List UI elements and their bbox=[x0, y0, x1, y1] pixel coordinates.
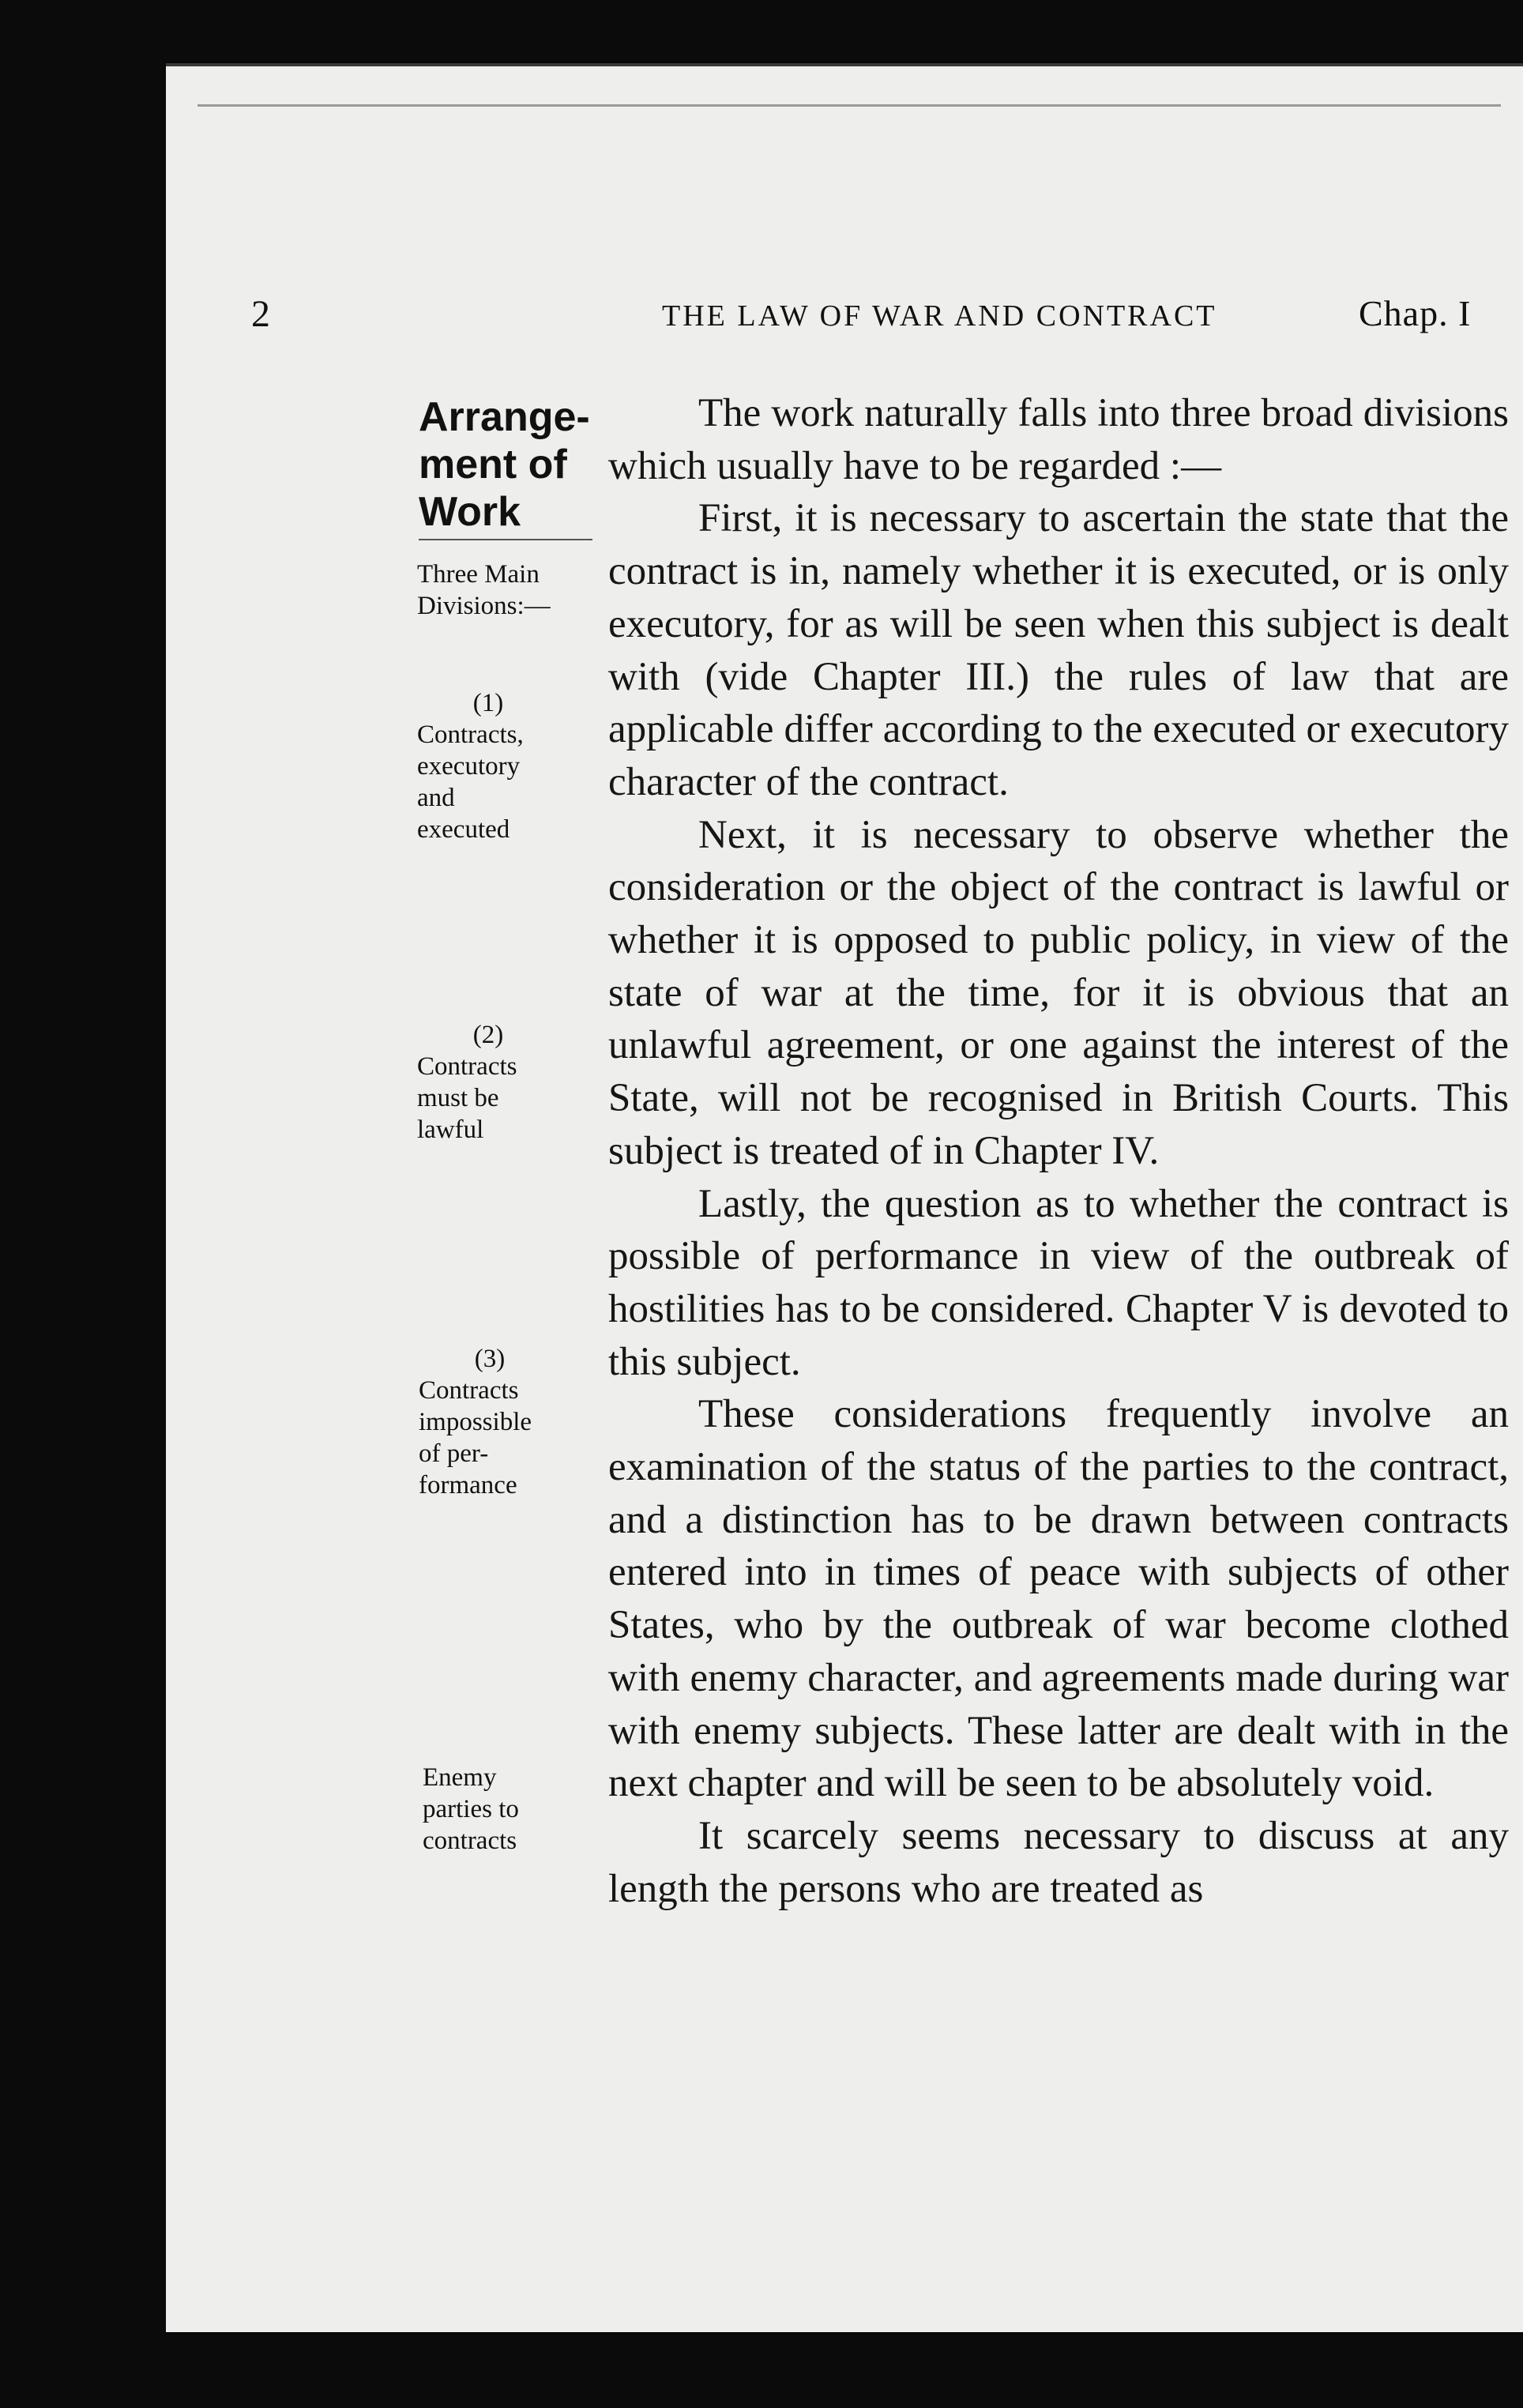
margin-note-three-main: Three Main Divisions:— bbox=[417, 560, 551, 620]
margin-note-executed: (1) Contracts, executory and executed bbox=[417, 689, 524, 844]
paragraph: The work naturally falls into three broad divisions which usually have to be regarded :— bbox=[608, 391, 1509, 488]
page-edge-rule bbox=[197, 104, 1501, 107]
running-header bbox=[251, 292, 1515, 340]
chapter-label: Chap. I bbox=[1359, 293, 1472, 333]
body-text bbox=[608, 387, 1509, 1915]
margin-note-lawful: (2) Contracts must be lawful bbox=[417, 1021, 517, 1144]
running-title: THE LAW OF WAR AND CONTRACT bbox=[662, 299, 1217, 333]
paragraph: These considerations frequently involve an examination of the status of the parties to the contract, and a distinction has to be drawn between contracts entered into in times of peace with subjects of other States, who by the outbreak of war become clothed with enemy character, and agreements made during war with enemy subjects. These latter are dealt with in the next chapter and will be seen to be absolutely void. bbox=[608, 1392, 1509, 1806]
paragraph: Next, it is necessary to observe whether the consideration or the object of the contract is lawful or whether it is opposed to public policy, in view of the state of war at the time, for it is obvious that an unlawful agreement, or one against the interest of the State, will not be recognised in British Courts. This subject is treated of in Chapter IV. bbox=[608, 812, 1509, 1173]
paragraph: It scarcely seems necessary to discuss at any length the persons who are treated as bbox=[608, 1813, 1509, 1911]
page-number: 2 bbox=[251, 293, 270, 335]
margin-note-enemy-parties: Enemy parties to contracts bbox=[423, 1763, 519, 1855]
paragraph: Lastly, the question as to whether the contract is possible of performance in view of the outbreak of hostilities has to be considered. Chapter V is devoted to this subject. bbox=[608, 1181, 1509, 1384]
margin-heading: Arrange- ment of Work bbox=[419, 393, 616, 540]
margin-note-impossible: (3) Contracts impossible of per- formance bbox=[419, 1345, 532, 1499]
heading-rule bbox=[419, 539, 592, 540]
paragraph: First, it is necessary to ascertain the state that the contract is in, namely whether it is executed, or is only executory, for as will be seen when this subject is dealt with (vide Chapter III.) the rules of law that are applicable differ according to the executed or executory character of the contract. bbox=[608, 496, 1509, 804]
